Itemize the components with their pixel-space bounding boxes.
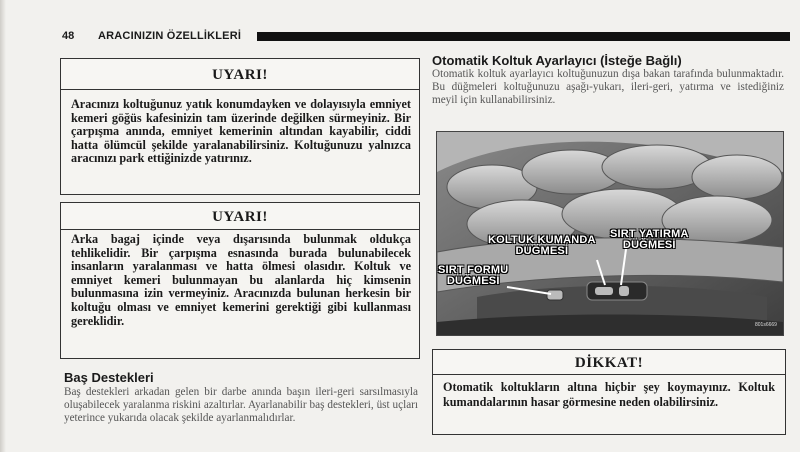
- warning-text: Aracınızı koltuğunuz yatık konumdayken ve dolayısıyla emniyet kemeri göğüs kafesinizin tam üzerinde değilken sürmeyiniz. Bir çarpışma anında, emniyet kemerinin altından kayabilir, ciddi hatta ölümcül şekilde yaralanabilirsiniz. Koltuğunuzu yalnızca aracınızı park ettiğinizde yatırınız.: [71, 97, 411, 166]
- caution-box-power-seat: [432, 349, 786, 435]
- chapter-title: ARACINIZIN ÖZELLİKLERİ: [98, 30, 242, 42]
- warning-box-cargo-area: [60, 202, 420, 359]
- page-header: [62, 30, 790, 44]
- figure-code: 801s6669: [755, 322, 777, 328]
- warning-text: Arka bagaj içinde veya dışarısında bulunmak oldukça tehlikelidir. Bir çarpışma esnasında burada bulunabilecek insanların yaralanması ve hatta ölmesi olasıdır. Koltuk ve emniyet kemeri bulunmayan bu alanlarda hiç kimsenin bulunmasına izin vermeyiniz. Aracınızda bulunan herkesin bir koltuğu olması ve emniyet kemerini gerektiği gibi kullanması gereklidir.: [71, 232, 411, 328]
- lumbar-switch-label: [438, 265, 508, 287]
- page-edge-shadow: [0, 0, 6, 452]
- lumbar-switch-label-text: SIRT FORMU DÜĞMESİ: [438, 264, 509, 287]
- warning-title: UYARI!: [61, 203, 419, 230]
- warning-title: UYARI!: [61, 59, 419, 90]
- recline-switch-label: [610, 229, 689, 251]
- caution-text: Otomatik koltukların altına hiçbir şey koymayınız. Koltuk kumandalarının hasar görmesine neden olabilirsiniz.: [443, 380, 775, 409]
- warning-box-seat-recline: [60, 58, 420, 195]
- power-seat-heading: Otomatik Koltuk Ayarlayıcı (İsteğe Bağlı): [432, 53, 682, 68]
- seat-switch-label-text: KOLTUK KUMANDA DÜĞMESİ: [488, 234, 596, 257]
- head-restraints-heading: Baş Destekleri: [64, 370, 154, 385]
- header-rule: [257, 32, 790, 41]
- page-number: 48: [62, 30, 75, 42]
- power-seat-text: Otomatik koltuk ayarlayıcı koltuğunuzun dışa bakan tarafında bulunmaktadır. Bu düğmeleri koltuğunuzu aşağı-yukarı, ileri-geri, yatırma ve istediğiniz meyil için kullanabilirsiniz.: [432, 68, 784, 106]
- recline-switch-label-text: SIRT YATIRMA DÜĞMESİ: [610, 228, 689, 251]
- head-restraints-text: Baş destekleri arkadan gelen bir darbe anında başın ileri-geri sarsılmasıyla oluşabilecek yaralanma riskini azaltırlar. Ayarlanabilir baş destekleri, üst uçları yeterince yukarıda olacak şekilde ayarlanmalıdırlar.: [64, 386, 418, 424]
- seat-switch-label: [488, 235, 596, 257]
- caution-title: DİKKAT!: [433, 350, 785, 375]
